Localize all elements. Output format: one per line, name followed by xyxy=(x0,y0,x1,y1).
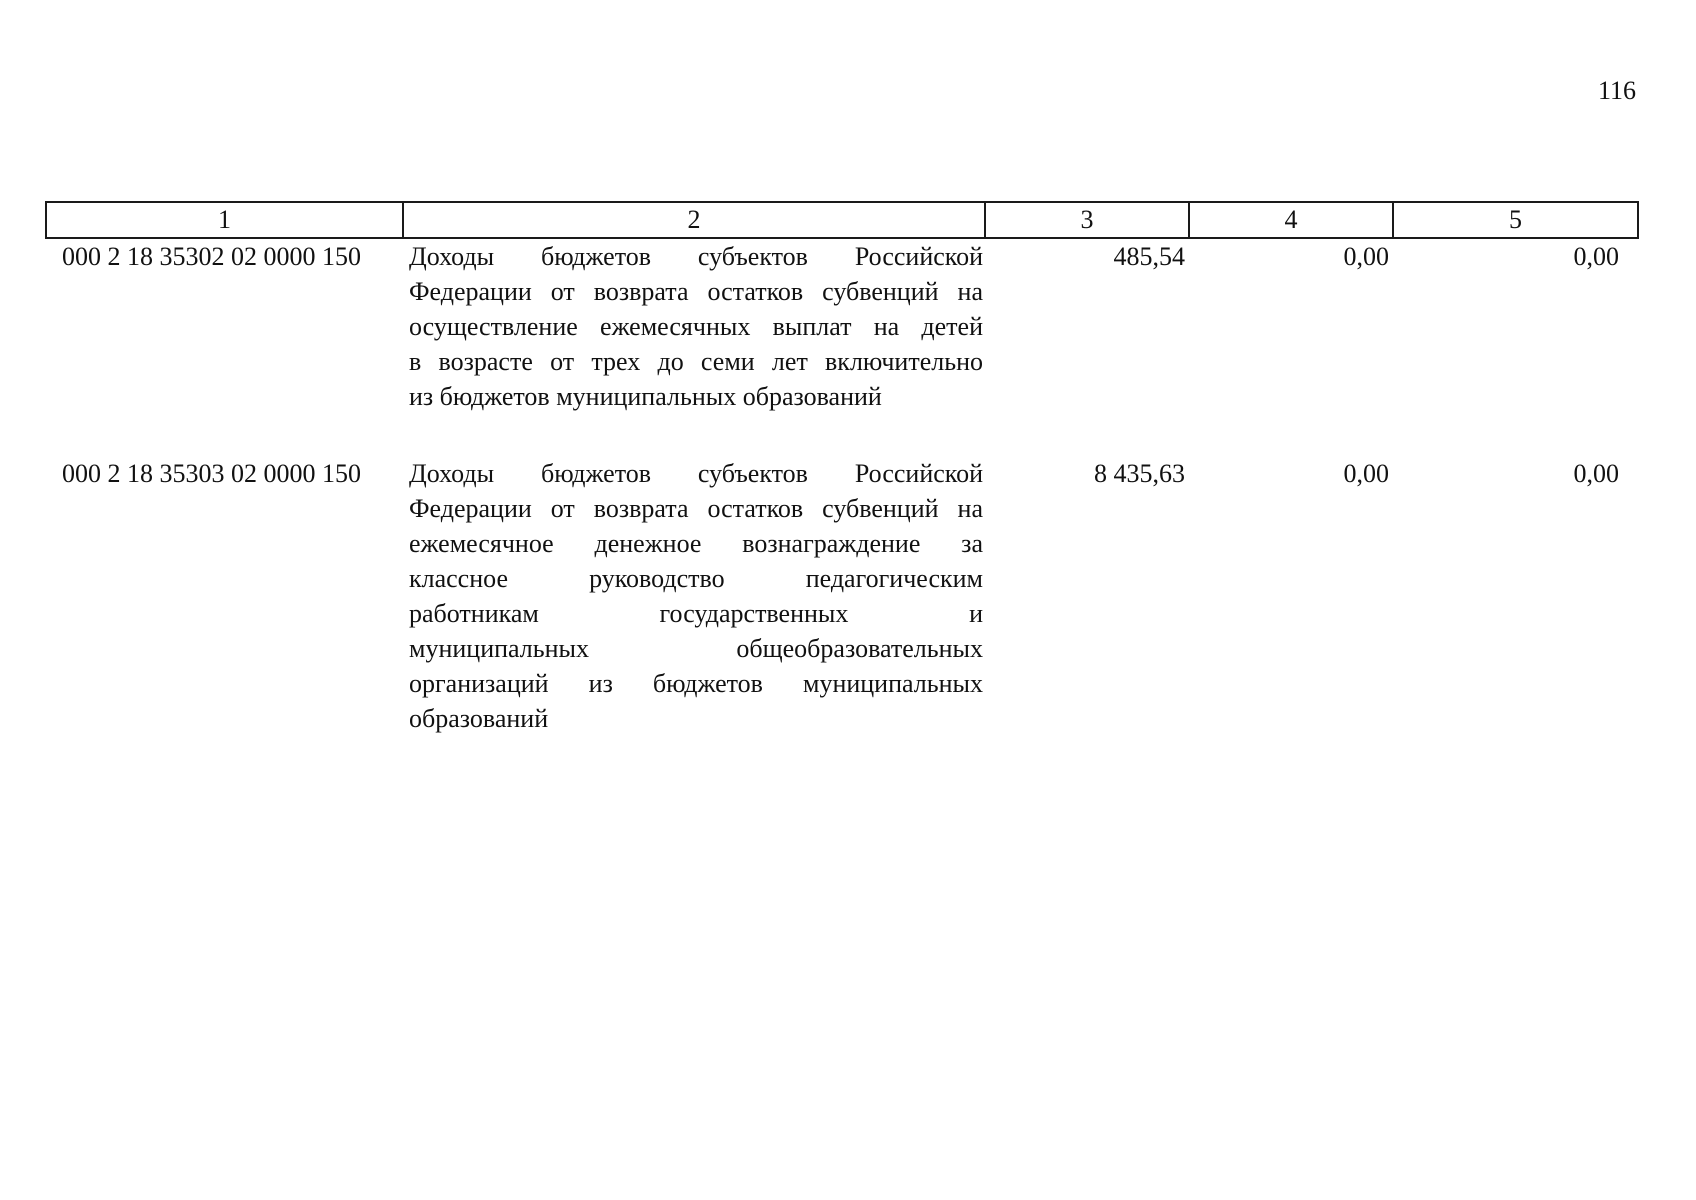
column-header-3: 3 xyxy=(985,202,1189,238)
description-line: работникам государственных и xyxy=(409,599,983,628)
description-line: Доходы бюджетов субъектов Российской xyxy=(409,459,983,488)
amount-col5: 0,00 xyxy=(1573,242,1619,271)
table-header-row xyxy=(46,202,1638,238)
page-number: 116 xyxy=(1597,76,1636,105)
description-line: Федерации от возврата остатков субвенций на xyxy=(409,494,983,523)
description-line: организаций из бюджетов муниципальных xyxy=(409,669,983,698)
description-line: классное руководство педагогическим xyxy=(409,564,983,593)
income-description xyxy=(403,238,985,456)
table-row xyxy=(46,238,1638,456)
amount-col4: 0,00 xyxy=(1343,242,1389,271)
table-row xyxy=(46,456,1638,736)
description-line: в возрасте от трех до семи лет включительно xyxy=(409,347,983,376)
column-header-4: 4 xyxy=(1189,202,1393,238)
amount-col3: 485,54 xyxy=(1113,242,1185,271)
amount-col4: 0,00 xyxy=(1343,459,1389,488)
budget-code: 000 2 18 35302 02 0000 150 xyxy=(62,242,361,271)
description-line: Доходы бюджетов субъектов Российской xyxy=(409,242,983,271)
description-line: из бюджетов муниципальных образований xyxy=(409,382,882,411)
column-header-2: 2 xyxy=(403,202,985,238)
description-line: осуществление ежемесячных выплат на детей xyxy=(409,312,983,341)
description-line: муниципальных общеобразовательных xyxy=(409,634,983,663)
description-line: ежемесячное денежное вознаграждение за xyxy=(409,529,983,558)
column-header-5: 5 xyxy=(1393,202,1638,238)
budget-code: 000 2 18 35303 02 0000 150 xyxy=(62,459,361,488)
description-line: образований xyxy=(409,704,549,733)
description-line: Федерации от возврата остатков субвенций на xyxy=(409,277,983,306)
budget-table xyxy=(45,201,1639,736)
column-header-1: 1 xyxy=(46,202,403,238)
income-description xyxy=(403,456,985,736)
amount-col5: 0,00 xyxy=(1573,459,1619,488)
amount-col3: 8 435,63 xyxy=(1094,459,1185,488)
